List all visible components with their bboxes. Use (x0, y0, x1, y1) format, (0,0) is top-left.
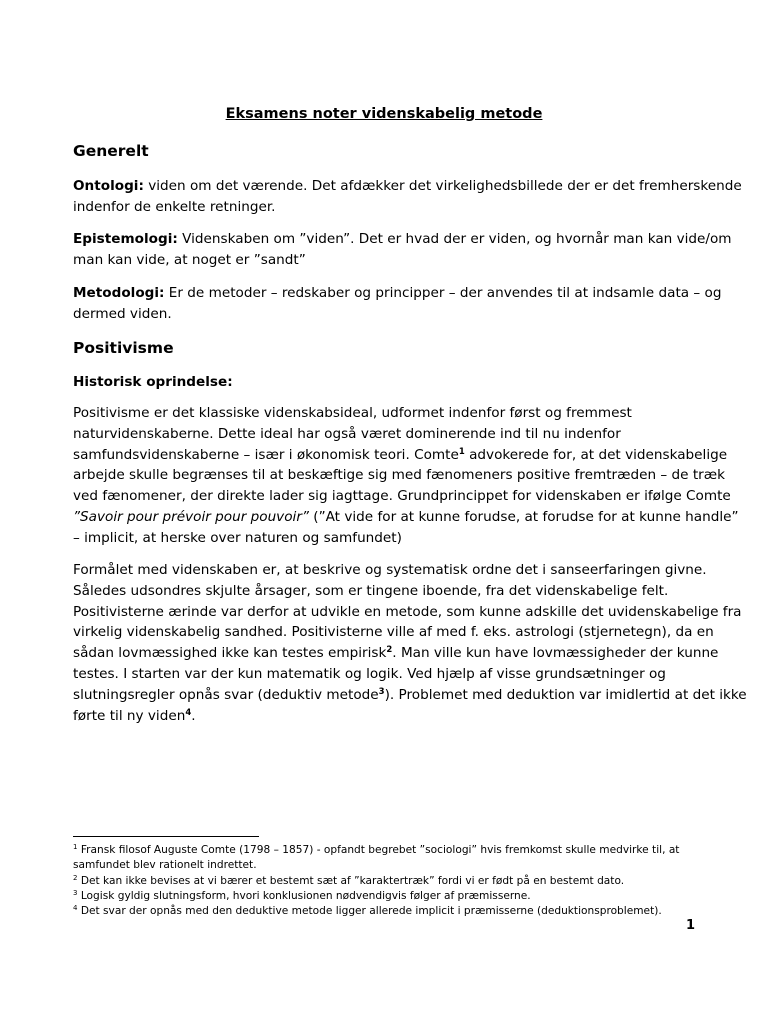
paragraph-metodologi (73, 283, 722, 325)
footnote-1 (73, 843, 713, 874)
footnote-text: samfundet blev rationelt indrettet. (73, 859, 257, 872)
footnote-ref-2[interactable]: 2 (386, 645, 393, 656)
footnote-3 (73, 889, 713, 904)
footnote-4 (73, 904, 713, 919)
text: Formålet med videnskaben er, at beskrive og systematisk ordne det i sanseerfaringen givne. (73, 562, 707, 578)
text: ). Problemet med deduktion var imidlertid at det ikke (384, 686, 747, 703)
text: virkelig videnskabelig sandhed. Positivisterne ville af med f. eks. astrologi (stjernetegn), da en (73, 624, 714, 641)
footnote-number: 3 (73, 889, 78, 897)
text: advokerede for, at det videnskabelige (464, 446, 728, 463)
text: sådan lovmæssighed ikke kan testes empirisk (73, 645, 387, 662)
paragraph-positivisme-1 (73, 403, 739, 549)
text: (”At vide for at kunne forudse, at forudse for at kunne handle” (308, 508, 739, 525)
footnote-ref-3[interactable]: 3 (378, 686, 385, 697)
text: samfundsvidenskaberne – især i økonomisk teori. Comte (73, 446, 459, 463)
page-number: 1 (686, 918, 696, 933)
text: førte til ny viden (73, 707, 186, 724)
text: . (191, 707, 196, 724)
footnote-ref-1[interactable]: 1 (458, 446, 465, 457)
footnote-text: Fransk filosof Auguste Comte (1798 – 1857) - opfandt begrebet ”sociologi” hvis fremkomst skulle medvirke til, at (77, 844, 680, 856)
text: viden om det værende. Det afdækker det virkelighedsbillede der er det fremherskende (143, 178, 742, 194)
text: Positivisterne ærinde var derfor at udvikle en metode, som kunne adskille det uvidenskabelige fra (73, 603, 742, 620)
document-title: Eksamens noter videnskabelig metode (225, 106, 543, 122)
text: dermed viden. (73, 305, 172, 322)
paragraph-epistemologi (73, 229, 732, 271)
footnote-text: Det svar der opnås med den deduktive metode ligger allerede implicit i præmisserne (deduktionsproblemet). (77, 905, 662, 917)
text: arbejde skulle begrænses til at beskæftige sig med fænomeners positive fremtræden – de træk (73, 467, 725, 484)
text: Positivisme er det klassiske videnskabsideal, udformet indenfor først og fremmest (73, 405, 632, 421)
text: man kan vide, at noget er ”sandt” (73, 251, 306, 268)
footnote-number: 1 (73, 843, 78, 851)
text: naturvidenskaberne. Dette ideal har også været dominerende ind til nu indenfor (73, 425, 621, 442)
latin-quote: ”Savoir pour prévoir pour pouvoir” (73, 508, 309, 525)
text: . Man ville kun have lovmæssigheder der kunne (392, 645, 719, 662)
footnote-2 (73, 874, 713, 889)
text: slutningsregler opnås svar (deduktiv metode (73, 686, 379, 703)
footnote-text: Det kan ikke bevises at vi bærer et bestemt sæt af ”karaktertræk” fordi vi er født på en bestemt dato. (77, 875, 625, 887)
text: Således udsondres skjulte årsager, som er tingene iboende, fra det videnskabelige felt. (73, 582, 669, 599)
text: – implicit, at herske over naturen og samfundet) (73, 529, 402, 546)
term-ontologi: Ontologi: (73, 178, 144, 194)
text: ved fænomener, der direkte lader sig iagttage. Grundprincippet for videnskaben er ifølge Comte (73, 488, 731, 505)
term-metodologi: Metodologi: (73, 285, 165, 301)
footnote-number: 4 (73, 904, 78, 912)
footnote-separator (73, 836, 259, 837)
footnote-number: 2 (73, 874, 78, 882)
subheading-historisk-oprindelse: Historisk oprindelse: (73, 374, 233, 390)
text: Videnskaben om ”viden”. Det er hvad der er viden, og hvornår man kan vide/om (177, 231, 732, 247)
paragraph-ontologi (73, 176, 742, 218)
footnote-text: Logisk gyldig slutningsform, hvori konklusionen nødvendigvis følger af præmisserne. (77, 890, 531, 902)
paragraph-positivisme-2 (73, 560, 747, 726)
heading-generelt: Generelt (73, 142, 149, 160)
footnote-ref-4[interactable]: 4 (185, 707, 192, 718)
term-epistemologi: Epistemologi: (73, 231, 178, 247)
text: testes. I starten var der kun matematik og logik. Ved hjælp af visse grundsætninger og (73, 665, 666, 682)
heading-positivisme: Positivisme (73, 339, 174, 357)
text: Er de metoder – redskaber og principper – der anvendes til at indsamle data – og (164, 285, 722, 301)
text: indenfor de enkelte retninger. (73, 198, 276, 215)
